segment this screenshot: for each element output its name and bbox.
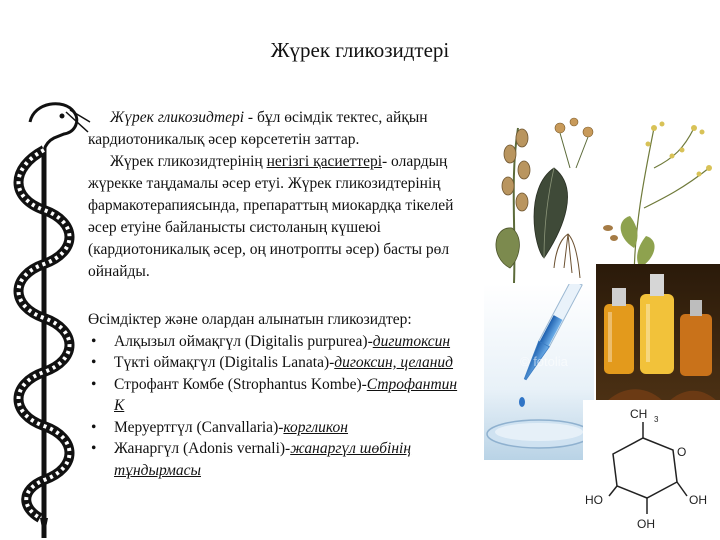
methyl-label: CH bbox=[630, 407, 648, 421]
list-item bbox=[88, 438, 466, 481]
glycoside-name: жанаргүл шөбінің тұндырмасы bbox=[114, 440, 412, 479]
list-item bbox=[88, 352, 466, 374]
plant-name: Меруертгүл (Canvallaria)- bbox=[114, 418, 284, 436]
plant-name: Жанаргүл (Adonis vernali)- bbox=[114, 440, 291, 457]
main-properties-term: негізгі қасиеттері bbox=[266, 153, 383, 170]
methyl-subscript: 3 bbox=[654, 415, 659, 424]
glycoside-name: Строфантин К bbox=[114, 375, 458, 414]
hydroxyl-bottom-label: OH bbox=[637, 517, 655, 531]
caduceus-icon bbox=[0, 98, 92, 538]
fotolia-watermark: © fotolia bbox=[520, 354, 568, 369]
plant-name: Алқызыл оймақгүл (Digitalis purpurea)- bbox=[114, 332, 373, 350]
list-item bbox=[88, 417, 466, 439]
glycoside-name: коргликон bbox=[283, 418, 349, 436]
glycoside-name: дигитоксин bbox=[372, 332, 451, 350]
chemical-structure-diagram bbox=[583, 400, 720, 540]
list-item bbox=[88, 331, 466, 353]
glycoside-name: дигоксин, целанид bbox=[334, 354, 454, 371]
slide-title: Жүрек гликозидтері bbox=[270, 38, 450, 62]
plant-name: Строфант Комбе (Strophantus Kombe)- bbox=[114, 375, 367, 393]
glycosides-definition bbox=[88, 107, 466, 283]
medicinal-plants-illustration bbox=[484, 108, 720, 290]
pipette-photo bbox=[484, 284, 594, 460]
plants-list-intro: Өсімдіктер және олардан алынатын гликозидтер: bbox=[88, 311, 412, 328]
term-glycosides: Жүрек гликозидтері bbox=[110, 109, 245, 126]
hydroxyl-left-label: HO bbox=[585, 493, 603, 507]
plants-list-section bbox=[88, 309, 466, 481]
hydroxyl-right-label: OH bbox=[689, 493, 707, 507]
plants-list bbox=[88, 331, 466, 482]
properties-text: - олардың жүрекке таңдамалы әсер етуі. Жүрек гликозидтерінің фармакотерапиясында, препараттың миокардқа тікелей әсер етуіне байланысты систоланың күшеюі (кардиотоникалық әсер, оң инотропты әсер) басты рөл ойнайды. bbox=[88, 153, 454, 280]
ring-oxygen-label: O bbox=[677, 445, 687, 459]
plant-name: Түкті оймақгүл (Digitalis Lanata)- bbox=[114, 354, 335, 371]
list-item bbox=[88, 374, 466, 417]
definition-text: - бұл өсімдік тектес, айқын кардиотоникалық әсер көрсететін заттар. bbox=[88, 109, 428, 148]
properties-intro: Жүрек гликозидтерінің bbox=[110, 153, 267, 170]
